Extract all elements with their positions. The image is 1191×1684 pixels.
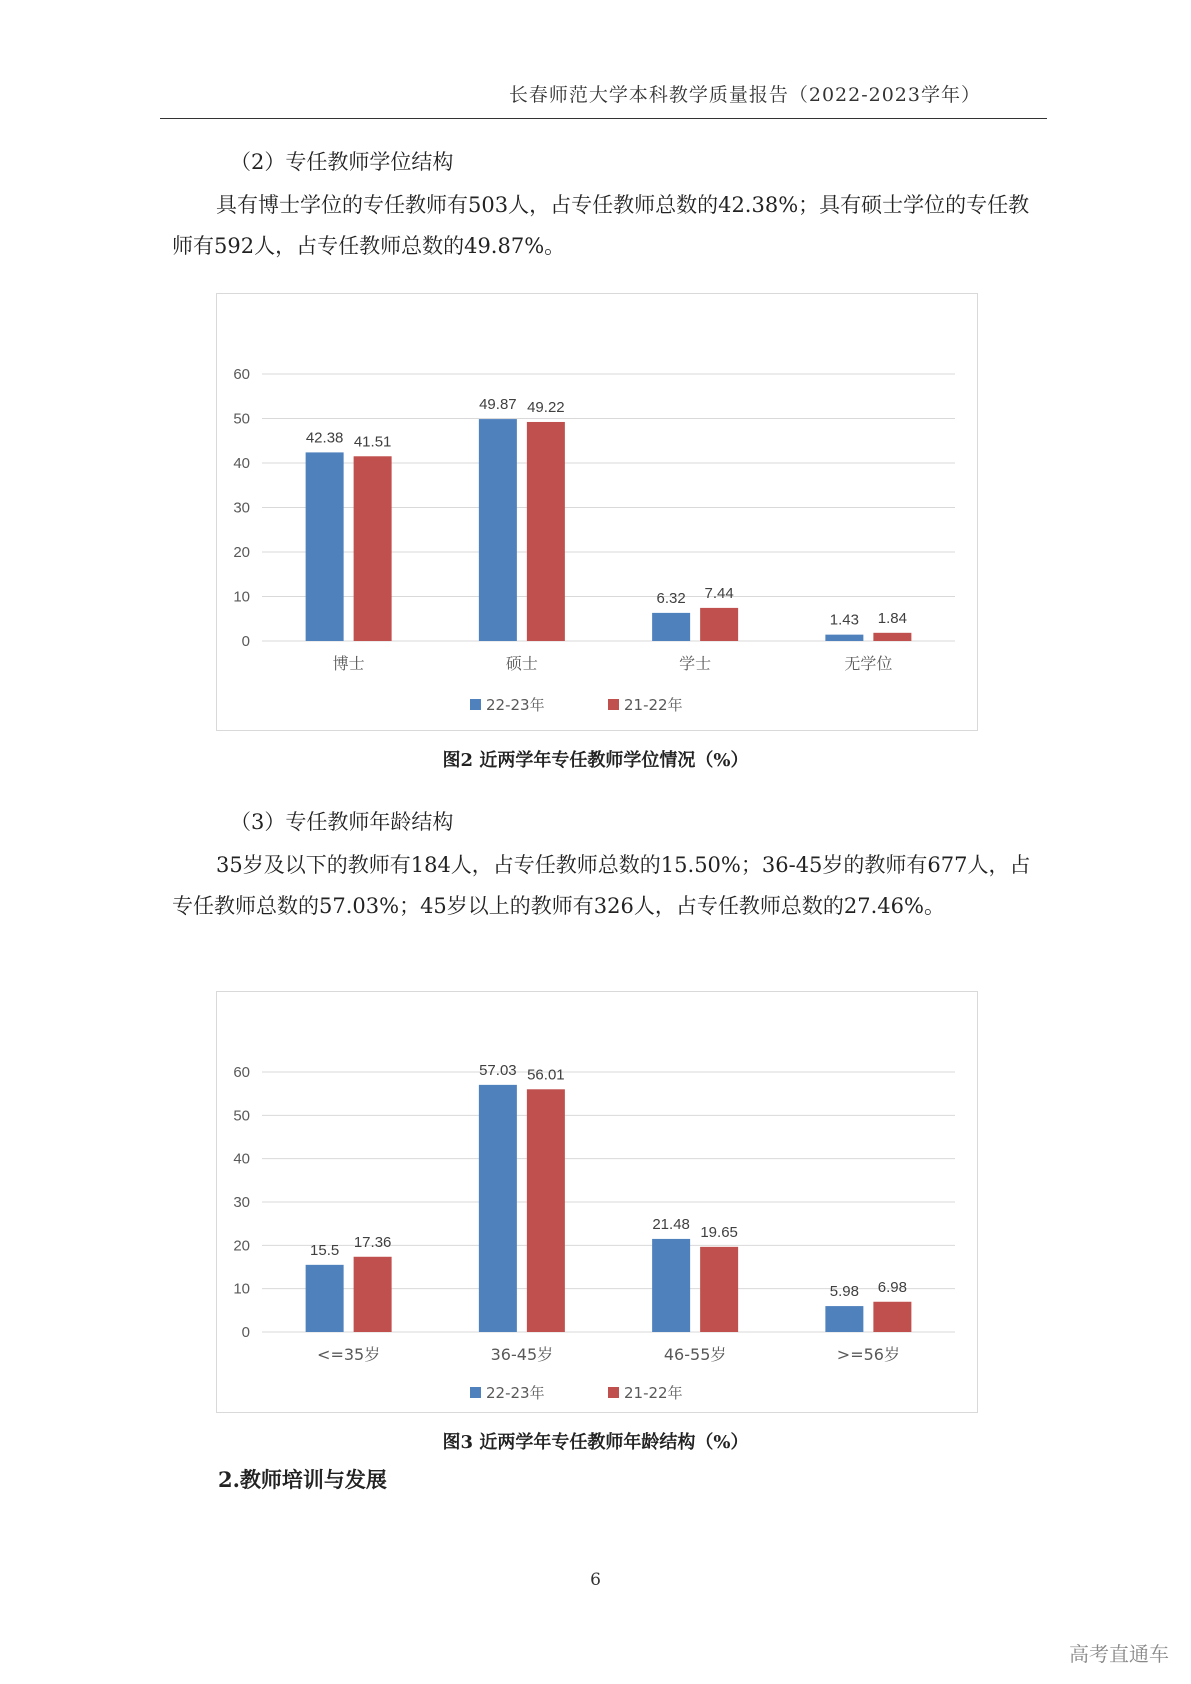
degree-chart <box>216 293 978 731</box>
legend-swatch <box>470 699 481 710</box>
category-label: 无学位 <box>844 654 893 673</box>
bar <box>652 613 690 641</box>
data-label: 56.01 <box>527 1066 565 1084</box>
y-tick-label: 30 <box>233 499 250 517</box>
data-label: 42.38 <box>305 429 344 447</box>
bar <box>873 633 911 641</box>
data-label: 49.22 <box>527 398 565 416</box>
y-tick-label: 20 <box>233 1237 250 1255</box>
y-tick-label: 0 <box>241 1324 250 1341</box>
legend-swatch <box>470 1387 481 1398</box>
data-label: 1.84 <box>877 609 907 627</box>
y-tick-label: 50 <box>233 1107 250 1125</box>
bar <box>479 419 517 641</box>
data-label: 21.48 <box>652 1215 690 1233</box>
data-label: 5.98 <box>829 1283 859 1301</box>
page-number: 6 <box>590 1570 601 1590</box>
category-label: 学士 <box>679 654 712 673</box>
y-tick-label: 50 <box>233 410 250 428</box>
data-label: 6.32 <box>656 589 686 607</box>
category-label: 36-45岁 <box>490 1345 554 1364</box>
age-chart-svg <box>217 992 977 1412</box>
bar <box>306 1265 344 1332</box>
data-label: 7.44 <box>704 584 734 602</box>
legend-label: 21-22年 <box>624 1384 683 1402</box>
legend-swatch <box>608 699 619 710</box>
bar <box>527 422 565 641</box>
data-label: 15.5 <box>310 1241 340 1259</box>
bar <box>479 1085 517 1332</box>
bar <box>873 1302 911 1332</box>
y-tick-label: 0 <box>241 633 250 650</box>
legend-label: 21-22年 <box>624 696 683 714</box>
degree-chart-svg <box>217 294 977 730</box>
age-heading: （3）专任教师年龄结构 <box>230 810 454 834</box>
data-label: 19.65 <box>700 1223 738 1241</box>
y-tick-label: 30 <box>233 1194 250 1211</box>
data-label: 6.98 <box>877 1278 907 1296</box>
header-rule <box>160 118 1047 119</box>
legend-swatch <box>608 1387 619 1398</box>
bar <box>354 1257 392 1332</box>
training-heading: 2.教师培训与发展 <box>218 1467 387 1492</box>
bar <box>306 452 344 641</box>
bar <box>825 635 863 641</box>
y-tick-label: 40 <box>233 455 250 472</box>
bar <box>527 1089 565 1332</box>
y-tick-label: 10 <box>233 1280 250 1298</box>
data-label: 17.36 <box>353 1233 392 1251</box>
bar <box>825 1306 863 1332</box>
category-label: <=35岁 <box>317 1345 381 1364</box>
category-label: 46-55岁 <box>663 1345 727 1364</box>
data-label: 41.51 <box>353 433 392 451</box>
category-label: 博士 <box>332 654 365 673</box>
watermark: 高考直通车 <box>1069 1642 1169 1666</box>
bar <box>700 608 738 641</box>
age-paragraph: 35岁及以下的教师有184人，占专任教师总数的15.50%；36-45岁的教师有677人，占专任教师总数的57.03%；45岁以上的教师有326人，占专任教师总数的27.46%。 <box>172 853 1031 918</box>
age-chart <box>216 991 978 1413</box>
y-tick-label: 60 <box>233 1064 250 1081</box>
bar <box>354 456 392 641</box>
y-tick-label: 60 <box>233 366 250 383</box>
legend-label: 22-23年 <box>486 696 545 714</box>
y-tick-label: 10 <box>233 588 250 606</box>
degree-paragraph: 具有博士学位的专任教师有503人，占专任教师总数的42.38%；具有硕士学位的专任教师有592人，占专任教师总数的49.87%。 <box>172 193 1030 258</box>
y-tick-label: 40 <box>233 1150 250 1168</box>
bar <box>700 1247 738 1332</box>
data-label: 1.43 <box>829 611 859 629</box>
degree-heading: （2）专任教师学位结构 <box>230 150 454 174</box>
figure-3-caption: 图3 近两学年专任教师年龄结构（%） <box>442 1432 749 1453</box>
data-label: 49.87 <box>479 396 517 414</box>
bar <box>652 1239 690 1332</box>
figure-2-caption: 图2 近两学年专任教师学位情况（%） <box>442 750 749 771</box>
header-title: 长春师范大学本科教学质量报告（2022-2023学年） <box>508 84 981 106</box>
data-label: 57.03 <box>479 1061 517 1079</box>
legend-label: 22-23年 <box>486 1384 545 1402</box>
category-label: >=56岁 <box>836 1345 900 1364</box>
y-tick-label: 20 <box>233 544 250 561</box>
category-label: 硕士 <box>505 654 538 673</box>
